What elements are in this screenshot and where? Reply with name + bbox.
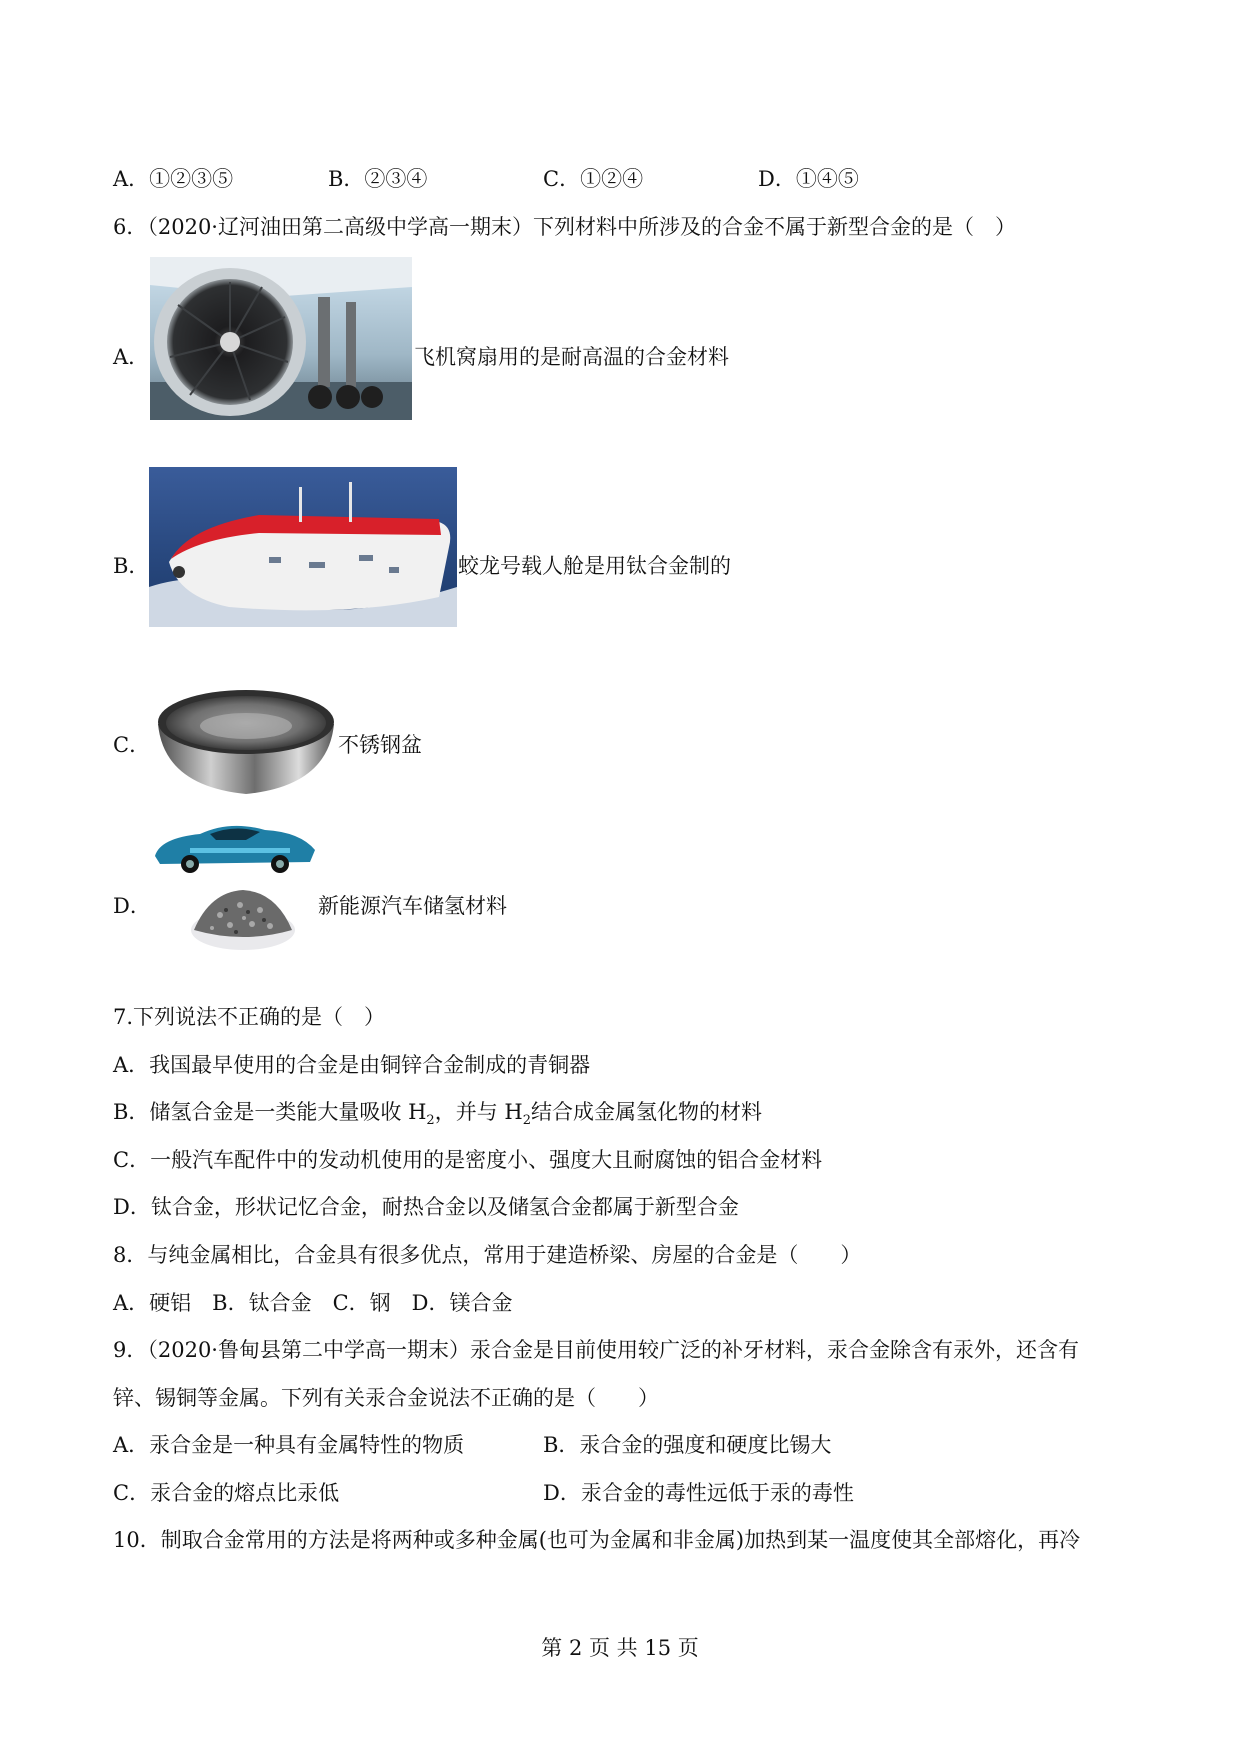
q9-option-b: B．汞合金的强度和硬度比锡大 (543, 1433, 832, 1457)
q7-option-c: C．一般汽车配件中的发动机使用的是密度小、强度大且耐腐蚀的铝合金材料 (113, 1148, 823, 1172)
q9-option-c: C．汞合金的熔点比汞低 (113, 1481, 340, 1505)
q9-option-d: D．汞合金的毒性远低于汞的毒性 (543, 1481, 854, 1505)
steel-basin-image (154, 686, 338, 798)
q9-option-a: A．汞合金是一种具有金属特性的物质 (113, 1433, 465, 1457)
q9-stem-line2: 锌、锡铜等金属。下列有关汞合金说法不正确的是（ ） (113, 1386, 659, 1410)
q7-option-b: B．储氢合金是一类能大量吸收 $H_2$，并与 $H_2$结合成金属氢化物的材料 (113, 1100, 762, 1129)
q7-option-a: A．我国最早使用的合金是由铜锌合金制成的青铜器 (113, 1053, 591, 1077)
submersible-image (149, 467, 457, 627)
q8-stem: 8．与纯金属相比，合金具有很多优点，常用于建造桥梁、房屋的合金是（ ） (113, 1243, 862, 1267)
q6-stem: 6．（2020·辽河油田第二高级中学高一期末）下列材料中所涉及的合金不属于新型合金的是（ ） (113, 215, 1016, 239)
jet-engine-image (150, 257, 412, 420)
q6-option-b-label: B． (113, 554, 150, 578)
q6-option-c-text: 不锈钢盆 (338, 733, 422, 757)
q6-option-a-label: A． (113, 345, 150, 369)
q6-option-c-label: C． (113, 733, 151, 757)
q6-option-b-text: 蛟龙号载人舱是用钛合金制的 (458, 554, 731, 578)
q5-option-d: D．①④⑤ (758, 167, 859, 191)
q6-option-d-label: D． (113, 894, 151, 918)
q6-option-d-text: 新能源汽车储氢材料 (318, 894, 507, 918)
q9-stem-line1: 9．（2020·鲁甸县第二中学高一期末）汞合金是目前使用较广泛的补牙材料，汞合金除含有汞外，还含有 (113, 1338, 1079, 1362)
q7-stem: 7.下列说法不正确的是（ ） (113, 1005, 386, 1029)
q7-option-d: D．钛合金，形状记忆合金，耐热合金以及储氢合金都属于新型合金 (113, 1195, 739, 1219)
q5-option-a: A．①②③⑤ (113, 167, 234, 191)
q5-option-c: C．①②④ (543, 167, 644, 191)
q5-option-b: B．②③④ (328, 167, 428, 191)
q8-options: A．硬铝 B．钛合金 C．钢 D．镁合金 (113, 1291, 513, 1315)
q10-stem: 10．制取合金常用的方法是将两种或多种金属(也可为金属和非金属)加热到某一温度使其全部熔化，再冷 (113, 1528, 1081, 1552)
page-footer: 第 2 页 共 15 页 (541, 1636, 699, 1660)
car-image (150, 818, 320, 874)
hydrogen-storage-material-image (190, 880, 296, 952)
q6-option-a-text: 飞机窝扇用的是耐高温的合金材料 (414, 345, 729, 369)
